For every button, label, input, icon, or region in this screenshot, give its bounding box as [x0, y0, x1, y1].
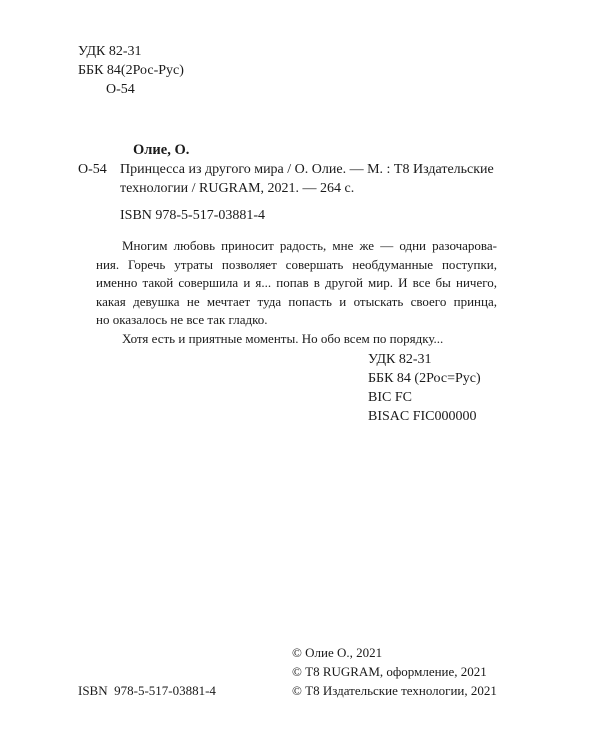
annotation-line: Хотя есть и приятные моменты. Но обо всем по порядку...	[122, 330, 444, 346]
annotation-line: какая девушка не мечтает туда попасть и отыскать своего принца,	[96, 293, 497, 309]
footer-isbn: ISBN 978-5-517-03881-4	[78, 683, 216, 698]
copyright-design: © Т8 RUGRAM, оформление, 2021	[292, 664, 487, 679]
copyright-author: © Олие О., 2021	[292, 645, 383, 660]
header-code: О-54	[106, 82, 135, 97]
classification-bbk: ББК 84 (2Рос=Рус)	[368, 371, 481, 386]
classification-udk: УДК 82-31	[368, 352, 432, 367]
annotation	[96, 237, 497, 349]
classification-bic: BIC FC	[368, 390, 412, 405]
annotation-line: ния. Горечь утраты позволяет совершать необдуманные поступки,	[96, 256, 497, 272]
annotation-line: но оказалось не все так гладко.	[96, 312, 268, 328]
record-title-line-2: технологии / RUGRAM, 2021. — 264 с.	[120, 181, 355, 196]
annotation-line: Многим любовь приносит радость, мне же — одни разочарова-	[122, 238, 497, 253]
record-code: О-54	[78, 162, 107, 177]
annotation-line: именно такой совершила и я... попав в другой мир. И все бы ничего,	[96, 275, 497, 291]
copyright-publisher: © Т8 Издательские технологии, 2021	[292, 683, 497, 698]
classification-bisac: BISAC FIC000000	[368, 409, 477, 424]
record-isbn: ISBN 978-5-517-03881-4	[120, 208, 266, 223]
author-name: Олие, О.	[133, 142, 190, 158]
header-bbk: ББК 84(2Рос-Рус)	[78, 63, 184, 78]
header-udk: УДК 82-31	[78, 44, 142, 59]
record-title-line-1: Принцесса из другого мира / О. Олие. — М. : Т8 Издательские	[120, 162, 494, 177]
